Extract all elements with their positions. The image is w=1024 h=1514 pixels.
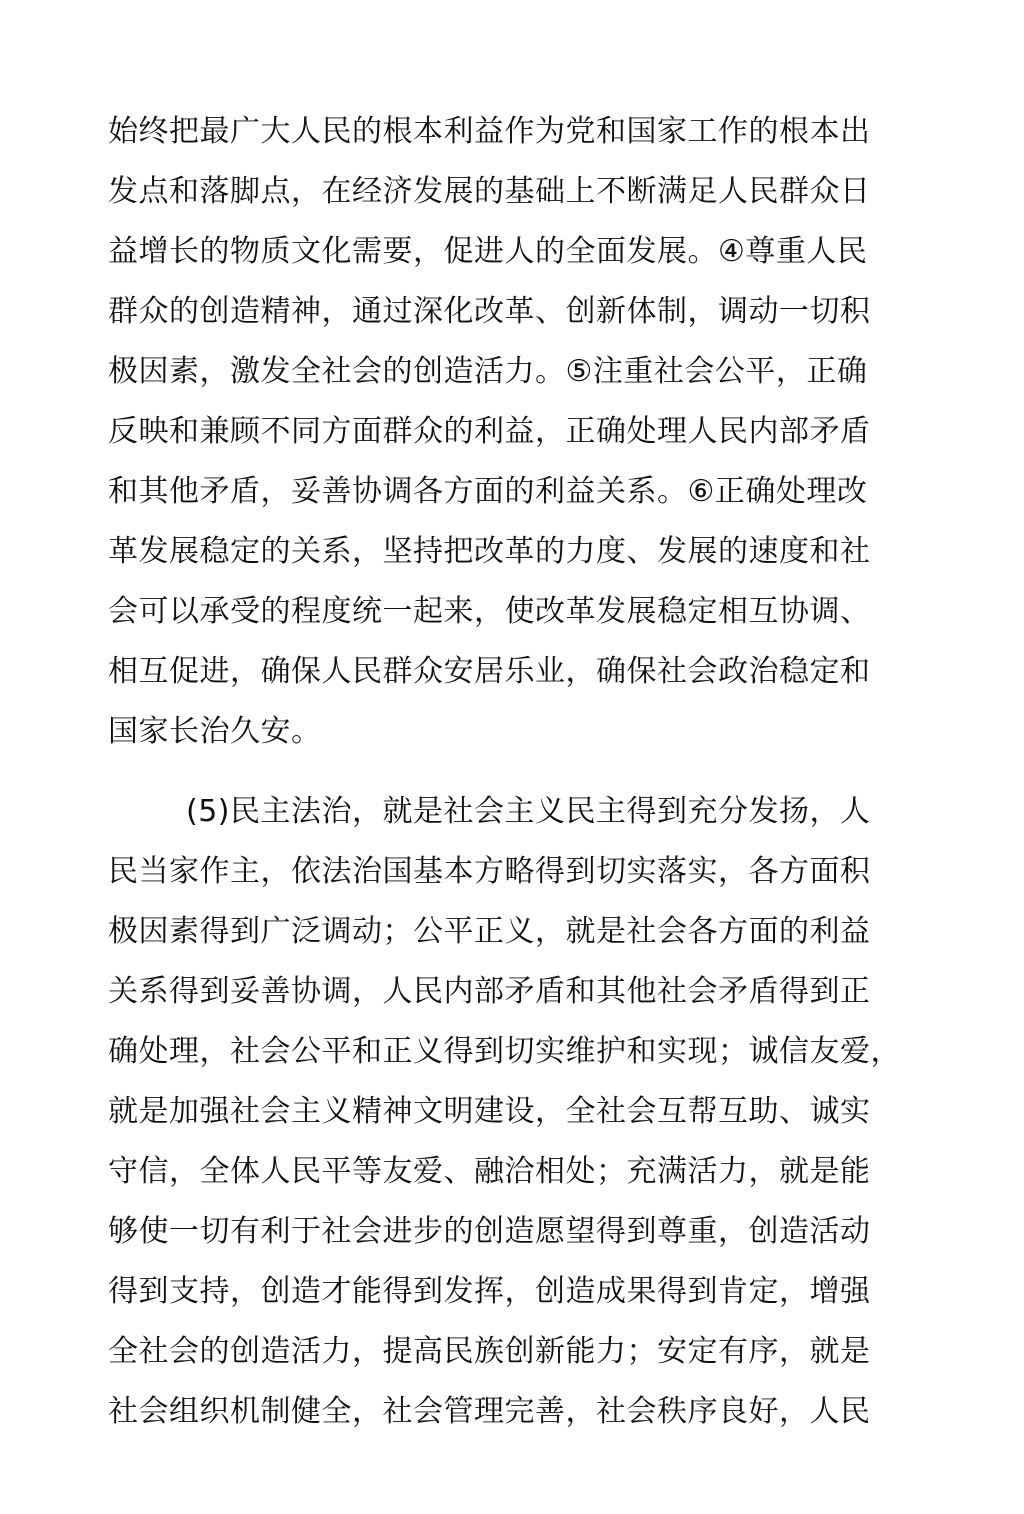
paragraph-1 [108,102,871,762]
text-line: 相互促进，确保人民群众安居乐业，确保社会政治稳定和 [108,654,871,689]
text-line: (5)民主法治，就是社会主义民主得到充分发扬，人 [186,794,871,829]
text-line: 关系得到妥善协调，人民内部矛盾和其他社会矛盾得到正 [108,974,871,1009]
document-body [108,102,901,1442]
text-line: 会可以承受的程度统一起来，使改革发展稳定相互协调、 [108,594,871,629]
text-line: 和其他矛盾，妥善协调各方面的利益关系。⑥正确处理改 [108,474,868,509]
text-line: 得到支持，创造才能得到发挥，创造成果得到肯定，增强 [108,1274,871,1309]
text-line: 确处理，社会公平和正义得到切实维护和实现；诚信友爱， [108,1034,901,1069]
text-line: 益增长的物质文化需要，促进人的全面发展。④尊重人民 [108,234,868,269]
paragraph-2 [108,782,901,1442]
text-line: 群众的创造精神，通过深化改革、创新体制，调动一切积 [108,294,871,329]
text-line: 始终把最广大人民的根本利益作为党和国家工作的根本出 [108,114,871,149]
text-line: 守信，全体人民平等友爱、融洽相处；充满活力，就是能 [108,1154,871,1189]
text-line: 国家长治久安。 [108,714,322,749]
text-line: 就是加强社会主义精神文明建设，全社会互帮互助、诚实 [108,1094,871,1129]
text-line: 够使一切有利于社会进步的创造愿望得到尊重，创造活动 [108,1214,871,1249]
text-line: 革发展稳定的关系，坚持把改革的力度、发展的速度和社 [108,534,871,569]
text-line: 社会组织机制健全，社会管理完善，社会秩序良好，人民 [108,1394,871,1429]
paragraph-gap [108,762,868,782]
text-line: 极因素得到广泛调动；公平正义，就是社会各方面的利益 [108,914,871,949]
text-line: 发点和落脚点，在经济发展的基础上不断满足人民群众日 [108,174,871,209]
text-line: 全社会的创造活力，提高民族创新能力；安定有序，就是 [108,1334,871,1369]
text-line: 民当家作主，依法治国基本方略得到切实落实，各方面积 [108,854,871,889]
text-line: 极因素，激发全社会的创造活力。⑤注重社会公平，正确 [108,354,868,389]
text-line: 反映和兼顾不同方面群众的利益，正确处理人民内部矛盾 [108,414,871,449]
